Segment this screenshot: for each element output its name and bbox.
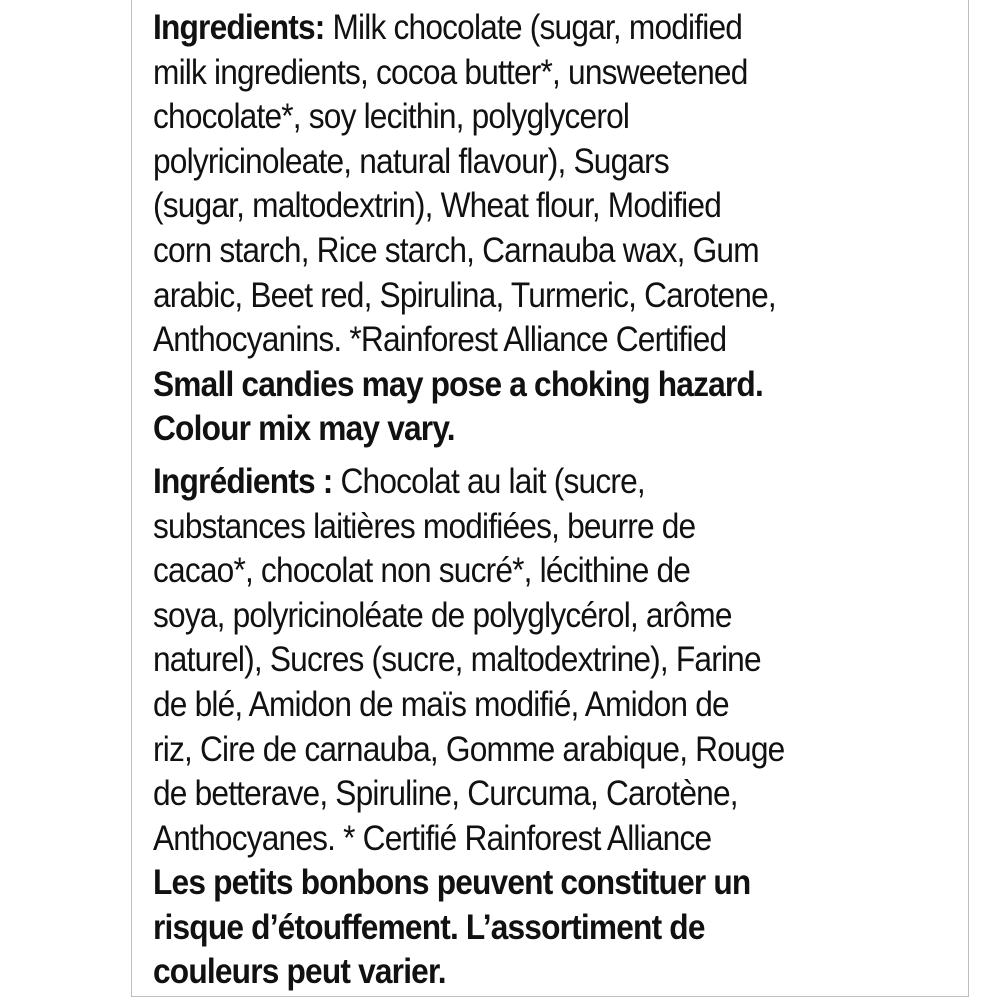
french-ingredients-line: cacao*, chocolat non sucré*, lécithine de — [153, 551, 691, 591]
french-ingredients-heading: Ingrédients : — [153, 461, 333, 501]
english-ingredients-line: (sugar, maltodextrin), Wheat flour, Modified — [153, 186, 722, 226]
english-warning-line: Colour mix may vary. — [153, 409, 455, 449]
french-ingredients-line: de blé, Amidon de maïs modifié, Amidon de — [153, 684, 729, 724]
ingredients-label-panel — [131, 0, 969, 997]
french-ingredients-text: Chocolat au lait (sucre, — [332, 461, 645, 501]
french-ingredients-line: riz, Cire de carnauba, Gomme arabique, Rouge — [153, 729, 785, 769]
section-divider-space — [153, 452, 853, 460]
french-ingredients-line: de betterave, Spiruline, Curcuma, Carotène, — [153, 774, 738, 814]
french-warning-line: couleurs peut varier. — [153, 952, 446, 992]
french-warning-line: risque d’étouffement. L’assortiment de — [153, 907, 705, 947]
english-ingredients-line: polyricinoleate, natural flavour), Sugars — [153, 141, 669, 181]
english-ingredients-line: arabic, Beet red, Spirulina, Turmeric, Carotene, — [153, 275, 776, 315]
english-ingredients-line: Anthocyanins. *Rainforest Alliance Certified — [153, 320, 727, 360]
english-ingredients-heading: Ingredients: — [153, 8, 325, 47]
english-ingredients-line: chocolate*, soy lecithin, polyglycerol — [153, 97, 630, 137]
french-ingredients-line: substances laitières modifiées, beurre de — [153, 506, 696, 546]
french-ingredients-line — [153, 460, 787, 505]
french-ingredients-line: Anthocyanes. * Certifié Rainforest Alliance — [153, 818, 712, 858]
ingredients-text-block — [153, 6, 853, 995]
french-warning-line: Les petits bonbons peuvent constituer un — [153, 863, 751, 903]
french-ingredients-line: soya, polyricinoléate de polyglycérol, arôme — [153, 595, 732, 635]
english-ingredients-line: corn starch, Rice starch, Carnauba wax, Gum — [153, 230, 759, 270]
english-ingredients-line: milk ingredients, cocoa butter*, unsweetened — [153, 52, 748, 92]
english-ingredients-text: Milk chocolate (sugar, modified — [324, 8, 743, 47]
french-ingredients-line: naturel), Sucres (sucre, maltodextrine), Farine — [153, 640, 761, 680]
english-warning-line: Small candies may pose a choking hazard. — [153, 364, 763, 404]
english-ingredients-line — [153, 6, 787, 51]
